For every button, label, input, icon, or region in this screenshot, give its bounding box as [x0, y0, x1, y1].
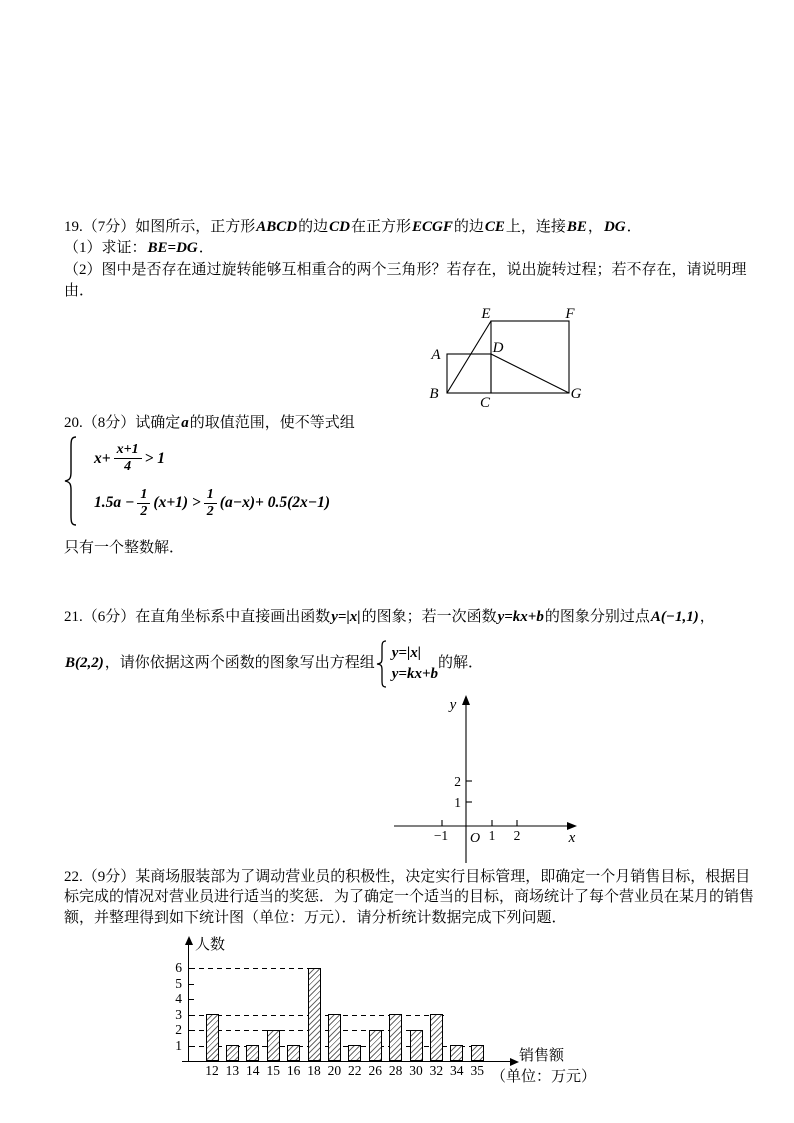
text-segment: ． — [626, 219, 642, 235]
bar — [348, 1045, 361, 1061]
bar — [369, 1030, 382, 1061]
y-tick-mark — [188, 984, 194, 985]
coordinate-axes-figure — [393, 692, 588, 867]
x-tick-label: 28 — [388, 1063, 403, 1078]
dashed-gridline — [190, 968, 322, 969]
text-segment: y=kx+b — [497, 609, 544, 625]
y-tick-label: 6 — [175, 960, 182, 975]
system-equation-1: y=|x| — [391, 645, 422, 661]
text-segment: CD — [329, 219, 350, 235]
x-tick-label: 13 — [225, 1063, 240, 1078]
inequality-system — [63, 436, 330, 526]
x-tick-label: 34 — [450, 1063, 464, 1078]
text-segment: a — [181, 415, 189, 431]
inequality-1: x+ $\frac{x+1}{4}$ > 1 — [94, 442, 166, 475]
system-brace-small — [375, 640, 388, 688]
x-tick-label: 18 — [307, 1063, 321, 1078]
text-segment: 的边 — [298, 219, 329, 235]
text-segment: 的取值范围，使不等式组 — [189, 415, 355, 431]
chart-y-axis-title: 人数 — [195, 937, 226, 953]
bar — [450, 1045, 463, 1061]
y-tick-label: 1 — [175, 1037, 182, 1053]
text-segment: ， — [587, 219, 603, 235]
y-axis-label: y — [449, 697, 457, 713]
vertex-label-C: C — [479, 395, 491, 411]
text-segment: （1）求证： — [64, 240, 147, 257]
bar — [287, 1045, 300, 1061]
system-equation-2: y=kx+b — [391, 666, 439, 682]
question-22-line-2: 标完成的情况对营业员进行适当的奖惩．为了确定一个适当的目标，商场统计了每个营业员在某月的销售 — [64, 889, 755, 906]
y-tick-label-2: 2 — [454, 774, 461, 789]
x-tick-label: 15 — [266, 1063, 280, 1078]
x-tick-label-neg1: −1 — [433, 828, 449, 843]
text-segment: B(2,2) — [65, 655, 104, 672]
question-20-header — [64, 413, 355, 434]
origin-label: O — [469, 831, 481, 846]
x-tick-label: 22 — [348, 1063, 362, 1078]
text-segment: ． — [198, 240, 214, 257]
question-19 — [64, 217, 747, 302]
x-tick-label: 30 — [409, 1063, 423, 1078]
text-segment: ， — [699, 609, 715, 625]
bar — [226, 1045, 239, 1061]
vertex-label-B: B — [429, 386, 439, 402]
text-segment: 上，连接 — [505, 219, 566, 235]
y-tick-label: 3 — [175, 1006, 182, 1022]
sales-bar-chart — [160, 935, 600, 1100]
bar — [206, 1014, 219, 1061]
x-axis-arrow — [567, 822, 577, 830]
text-segment: 19.（7分）如图所示，正方形 — [64, 219, 256, 235]
x-tick-label: 26 — [368, 1063, 382, 1078]
y-tick-mark — [188, 999, 194, 1000]
text-segment: 21.（6分）在直角坐标系中直接画出函数 — [64, 609, 331, 625]
text-segment: 20.（8分）试确定 — [64, 415, 181, 431]
chart-y-axis-arrow — [185, 936, 193, 945]
question-21-line-2-text — [64, 653, 375, 674]
question-19-line-3 — [64, 260, 747, 281]
text-segment: CE — [484, 219, 505, 235]
y-tick-label: 4 — [175, 991, 182, 1006]
x-tick-label: 12 — [205, 1063, 219, 1078]
y-tick-label: 5 — [175, 975, 182, 991]
segment-BE — [447, 321, 491, 393]
question-19-line-1 — [64, 217, 747, 238]
text-segment: 由． — [64, 282, 95, 299]
bar — [308, 968, 321, 1061]
bar — [246, 1045, 259, 1061]
y-tick-label-1: 1 — [454, 795, 461, 810]
y-axis-arrow — [462, 695, 470, 705]
question-21-line-2 — [64, 640, 483, 688]
x-axis-label: x — [568, 830, 576, 846]
text-segment: 的图象分别过点 — [544, 609, 650, 625]
bar — [267, 1030, 280, 1061]
question-19-line-4 — [64, 281, 747, 302]
bar — [410, 1030, 423, 1061]
y-tick-label: 2 — [175, 1022, 182, 1037]
square-ABCD — [447, 354, 491, 393]
x-tick-label: 20 — [327, 1063, 342, 1078]
bar — [328, 1014, 341, 1061]
text-segment: ，请你依据这两个函数的图象写出方程组 — [104, 655, 375, 672]
bar — [389, 1014, 402, 1061]
text-segment: DG — [603, 219, 626, 235]
text-segment: y=|x| — [331, 609, 361, 625]
x-tick-label: 16 — [286, 1063, 301, 1078]
text-segment: 在正方形 — [350, 219, 411, 235]
question-19-line-2 — [64, 238, 747, 259]
text-segment: 的图象；若一次函数 — [361, 609, 497, 625]
text-segment: ECGF — [412, 219, 453, 235]
x-tick-label-1: 1 — [488, 828, 496, 843]
text-segment: 的边 — [453, 219, 484, 235]
question-20-footer: 只有一个整数解． — [64, 540, 185, 556]
vertex-label-F: F — [565, 306, 575, 322]
question-22 — [64, 867, 754, 928]
vertex-label-D: D — [492, 340, 504, 356]
text-segment: BE=DG — [147, 240, 198, 257]
bar — [430, 1014, 443, 1061]
text-segment: A(−1,1) — [650, 609, 699, 625]
x-tick-label-2: 2 — [513, 828, 521, 843]
chart-y-axis — [188, 945, 189, 1062]
equation-system — [375, 640, 438, 688]
x-tick-label: 35 — [470, 1063, 484, 1078]
segment-DG — [491, 354, 569, 393]
x-tick-label: 14 — [246, 1063, 260, 1078]
chart-x-axis-title: 销售额 — [519, 1048, 565, 1064]
bar — [471, 1045, 484, 1061]
system-brace — [63, 436, 79, 526]
inequality-2: 1.5a − $\frac{1}{2}$ (x+1) > $\frac{1}{2}$ (a−x)+ 0.5(2x−1) — [94, 486, 331, 519]
vertex-label-A: A — [431, 347, 441, 363]
square-ECGF — [491, 321, 569, 393]
squares-geometry-figure — [424, 303, 589, 417]
text-segment: BE — [566, 219, 587, 235]
text-segment: ABCD — [256, 219, 298, 235]
question-22-line-1: 22.（9分）某商场服装部为了调动营业员的积极性，决定实行目标管理，即确定一个月销售目标，根据目 — [64, 869, 751, 885]
question-21-suffix: 的解． — [438, 655, 484, 672]
question-22-line-3: 额，并整理得到如下统计图（单位：万元）．请分析统计数据完成下列问题． — [64, 909, 567, 926]
chart-x-axis — [182, 1061, 512, 1062]
chart-x-axis-unit: （单位：万元） — [491, 1069, 597, 1085]
vertex-label-G: G — [570, 386, 582, 402]
text-segment: （2）图中是否存在通过旋转能够互相重合的两个三角形？若存在，说出旋转过程；若不存在，请说明理 — [64, 261, 747, 278]
question-21-line-1 — [64, 607, 715, 628]
x-tick-label: 32 — [429, 1063, 444, 1078]
vertex-label-E: E — [481, 306, 491, 322]
